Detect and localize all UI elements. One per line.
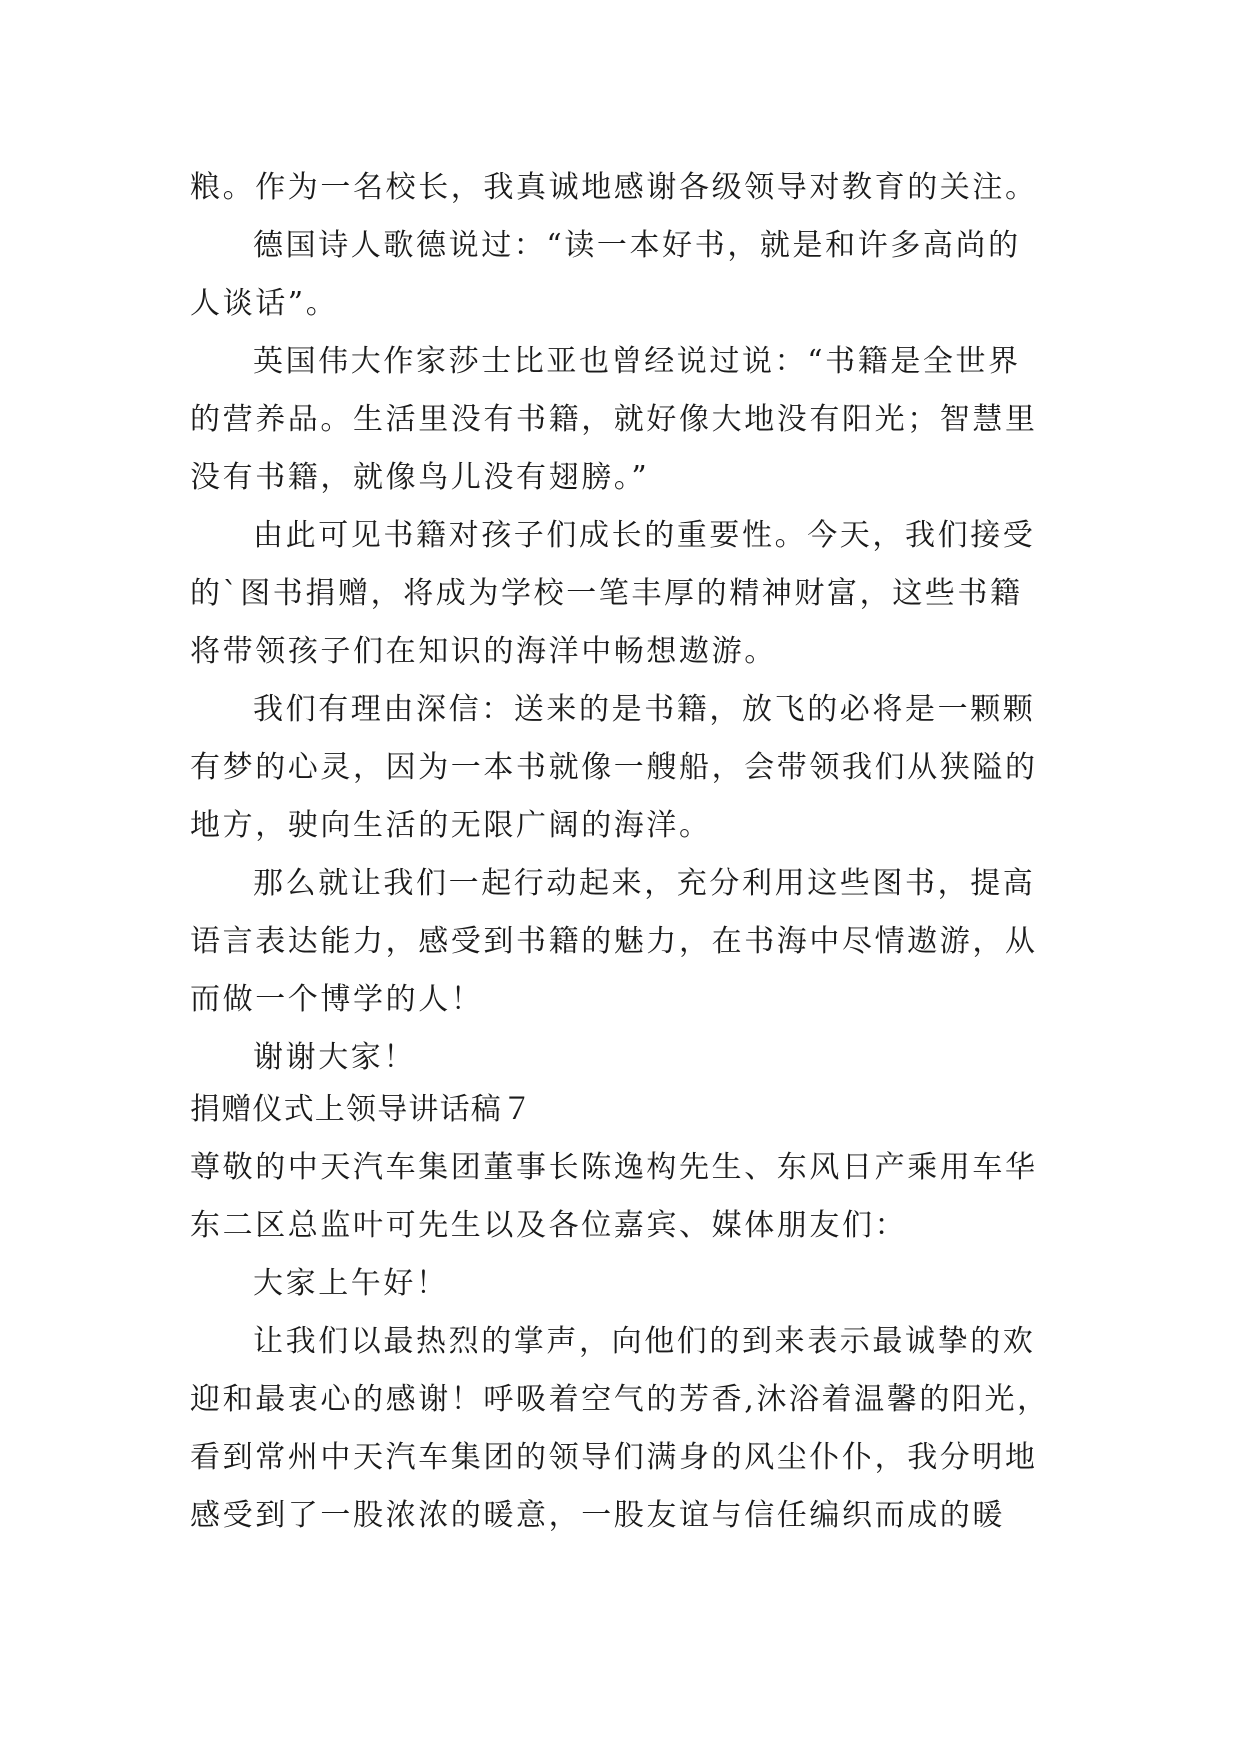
- paragraph-line: 的营养品。生活里没有书籍，就好像大地没有阳光；智慧里: [190, 402, 1038, 437]
- paragraph-line: 的`图书捐赠，将成为学校一笔丰厚的精神财富，这些书籍: [190, 576, 1023, 611]
- paragraph-line: 大家上午好！: [253, 1266, 449, 1301]
- paragraph-line: 英国伟大作家莎士比亚也曾经说过说：“书籍是全世界: [253, 344, 1021, 379]
- paragraph-line: 有梦的心灵，因为一本书就像一艘船，会带领我们从狭隘的: [190, 750, 1038, 785]
- paragraph-line: 而做一个博学的人！: [190, 982, 484, 1017]
- paragraph-line: 没有书籍，就像鸟儿没有翅膀。”: [190, 460, 650, 495]
- paragraph-line: 语言表达能力，感受到书籍的魅力，在书海中尽情遨游，从: [190, 924, 1038, 959]
- paragraph-line: 地方，驶向生活的无限广阔的海洋。: [190, 808, 712, 843]
- section-heading: 捐赠仪式上领导讲话稿７: [190, 1092, 534, 1127]
- paragraph-line: 谢谢大家！: [253, 1040, 416, 1075]
- paragraph-line: 人谈话”。: [190, 286, 339, 321]
- paragraph-line: 看到常州中天汽车集团的领导们满身的风尘仆仆，我分明地: [190, 1440, 1038, 1475]
- paragraph-line: 东二区总监叶可先生以及各位嘉宾、媒体朋友们：: [190, 1208, 908, 1243]
- paragraph-line: 将带领孩子们在知识的海洋中畅想遨游。: [190, 634, 777, 669]
- paragraph-line: 那么就让我们一起行动起来，充分利用这些图书，提高: [253, 866, 1036, 901]
- paragraph-line: 感受到了一股浓浓的暖意，一股友谊与信任编织而成的暖: [190, 1498, 1005, 1533]
- paragraph-line: 让我们以最热烈的掌声，向他们的到来表示最诚挚的欢: [253, 1324, 1036, 1359]
- paragraph-line: 德国诗人歌德说过：“读一本好书，就是和许多高尚的: [253, 228, 1021, 263]
- paragraph-line: 粮。作为一名校长，我真诚地感谢各级领导对教育的关注。: [190, 170, 1038, 205]
- paragraph-line: 由此可见书籍对孩子们成长的重要性。今天，我们接受: [253, 518, 1036, 553]
- paragraph-line: 尊敬的中天汽车集团董事长陈逸构先生、东风日产乘用车华: [190, 1150, 1038, 1185]
- paragraph-line: 迎和最衷心的感谢！呼吸着空气的芳香,沐浴着温馨的阳光，: [190, 1382, 1050, 1417]
- paragraph-line: 我们有理由深信：送来的是书籍，放飞的必将是一颗颗: [253, 692, 1036, 727]
